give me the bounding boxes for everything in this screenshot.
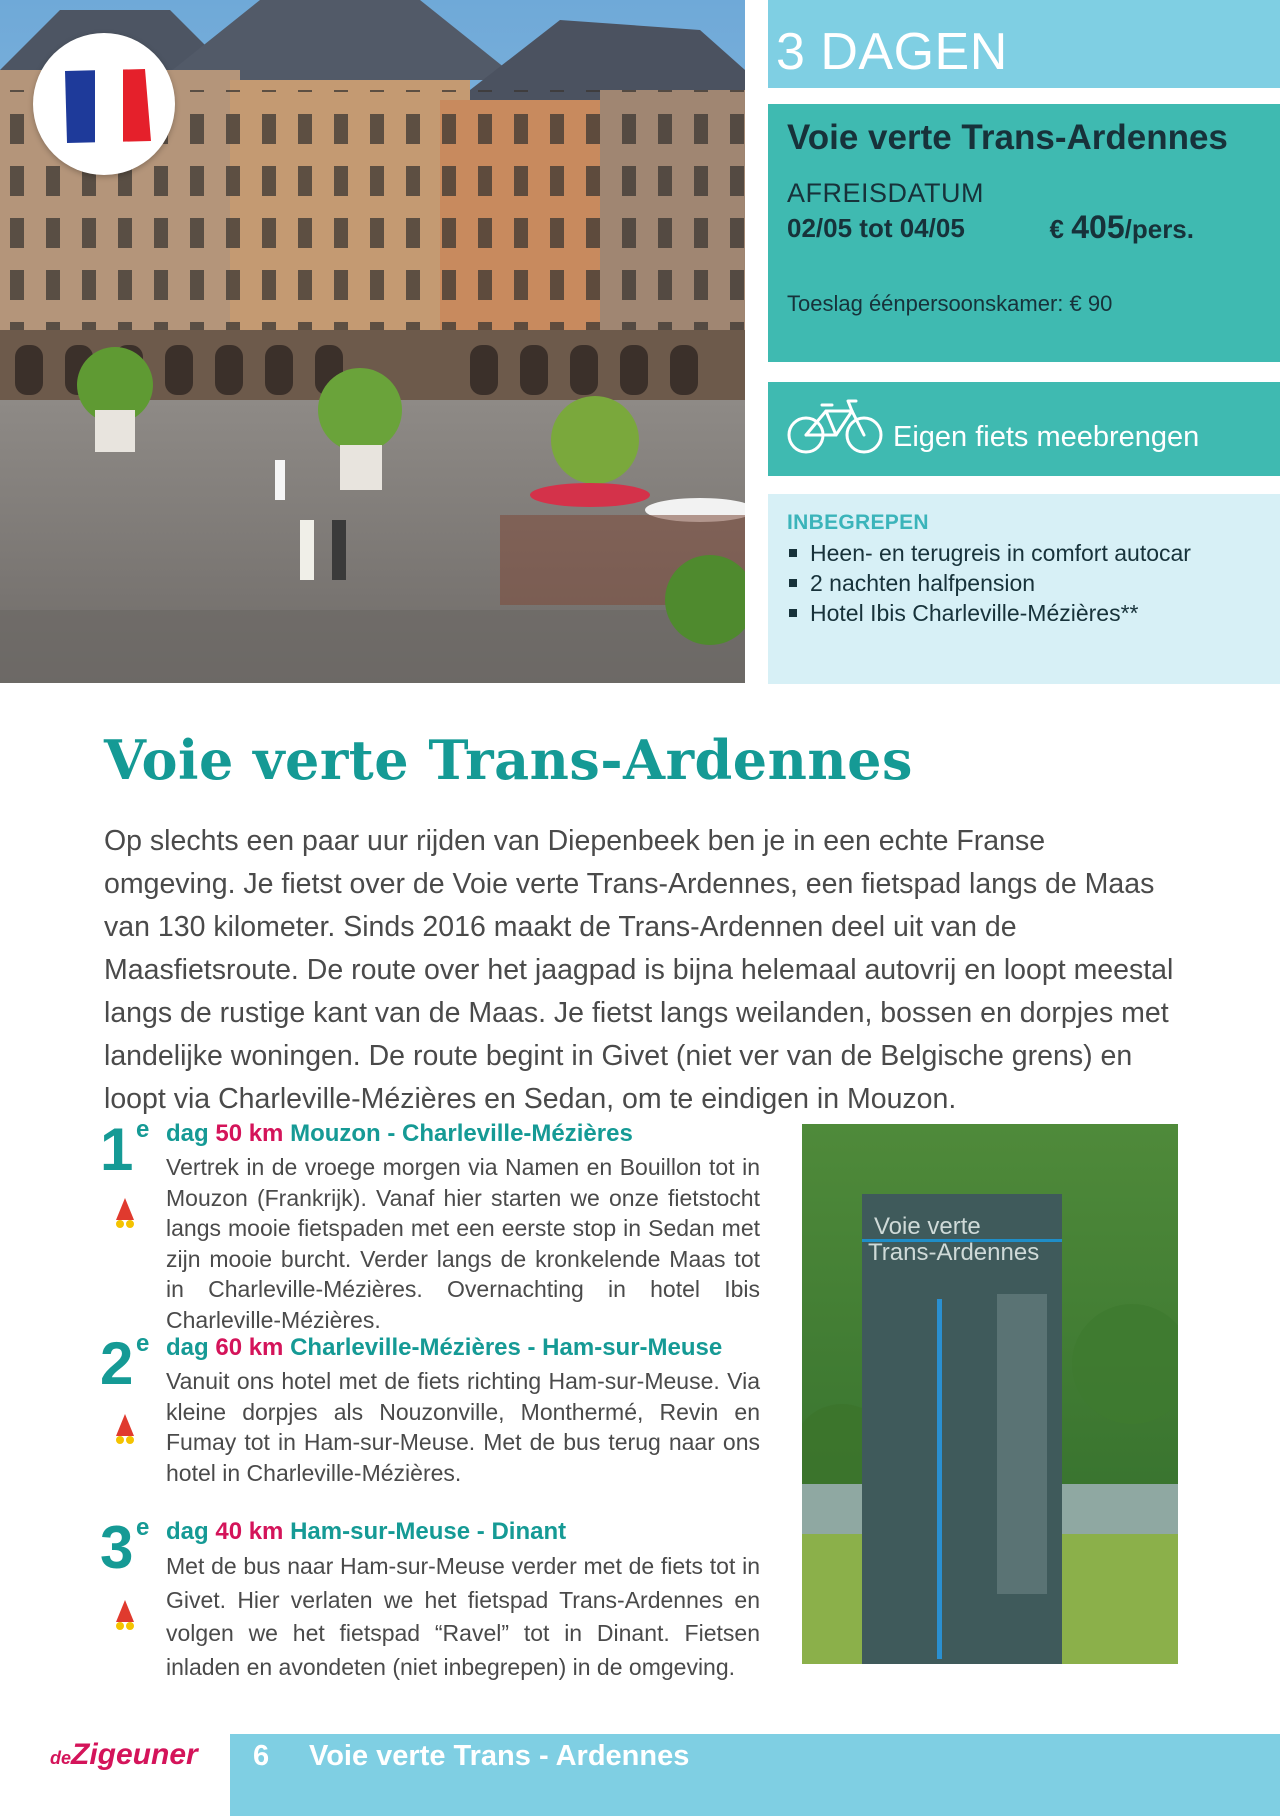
single-room-surcharge: Toeslag éénpersoonskamer: € 90 (787, 291, 1113, 316)
price-value: 405 (1071, 209, 1125, 245)
trail-sign-photo (802, 1124, 1178, 1664)
intro-paragraph: Op slechts een paar uur rijden van Diepenbeek ben je in een echte Franse omgeving. Je fietst over de Voie verte Trans-Ardennes, een fietspad langs de Maas van 130 kilometer. Sinds 2016 maakt de Trans-Ardennen deel uit van de Maasfietsroute. De route over het jaagpad is bijna helemaal autovrij en loopt meestal langs de rustige kant van de Maas. Je fietst langs weilanden, bossen en dorpjes met landelijke woningen. De route begint in Givet (niet ver van de Belgische grens) en loopt via Charleville-Mézières en Sedan, om te eindigen in Mouzon. (104, 825, 1174, 1115)
day-number: 1 (100, 1116, 134, 1183)
day-number: 2 (100, 1330, 134, 1397)
day-word: dag (166, 1120, 209, 1147)
list-item: Heen- en terugreis in comfort autocar (787, 538, 1191, 568)
day-distance: 40 km (215, 1518, 284, 1545)
day-number: 3 (100, 1514, 134, 1581)
french-flag-badge (33, 33, 175, 175)
brand-prefix: de (50, 1748, 72, 1768)
included-list (787, 538, 1191, 628)
brand-logo (50, 1738, 198, 1772)
trip-title: Voie verte Trans-Ardennes (787, 118, 1228, 157)
meal-icon (112, 1598, 138, 1632)
day-description: Met de bus naar Ham-sur-Meuse verder met de fiets tot in Givet. Hier verlaten we het fietspad Trans-Ardennes en volgen we het fietspad “Ravel” tot in Dinant. Fietsen inladen en avondeten (niet inbegrepen) in de omgeving. (166, 1553, 760, 1680)
day-route: Mouzon - Charleville-Mézières (290, 1120, 633, 1147)
divider (768, 88, 1280, 96)
france-flag-icon (33, 33, 175, 175)
meal-icon (112, 1412, 138, 1446)
day-description: Vanuit ons hotel met de fiets richting Ham-sur-Meuse. Via kleine dorpjes als Nouzonville, Monthermé, Revin en Fumay tot in Ham-sur-Meuse. Met de bus terug naar ons hotel in Charleville-Mézières. (166, 1368, 760, 1486)
day-word: dag (166, 1518, 209, 1545)
page-number: 6 (253, 1740, 270, 1772)
list-item: 2 nachten halfpension (787, 568, 1191, 598)
price-currency: € (1049, 214, 1064, 244)
day-distance: 60 km (215, 1334, 284, 1361)
day-distance: 50 km (215, 1120, 284, 1147)
meal-icon (112, 1196, 138, 1230)
departure-label: AFREISDATUM (787, 178, 985, 208)
sign-text-line1: Voie verte (874, 1213, 981, 1240)
included-title: INBEGREPEN (787, 511, 929, 534)
day-word: dag (166, 1334, 209, 1361)
sign-text-line2: Trans-Ardennes (868, 1239, 1040, 1266)
day-suffix: e (136, 1514, 150, 1541)
footer-section-title: Voie verte Trans - Ardennes (309, 1740, 690, 1772)
brand-name: Zigeuner (71, 1738, 198, 1771)
price-per-person (1050, 209, 1194, 246)
list-item: Hotel Ibis Charleville-Mézières** (787, 598, 1191, 628)
departure-dates: 02/05 tot 04/05 (787, 213, 965, 243)
bicycle-icon (786, 397, 884, 457)
day-heading (166, 1334, 722, 1362)
day-route: Ham-sur-Meuse - Dinant (290, 1518, 567, 1545)
day-heading (166, 1518, 566, 1546)
price-unit: /pers. (1124, 214, 1194, 244)
day-suffix: e (136, 1116, 150, 1143)
day-route: Charleville-Mézières - Ham-sur-Meuse (290, 1334, 723, 1361)
bring-own-bike-label: Eigen fiets meebrengen (893, 421, 1200, 453)
day-heading (166, 1120, 633, 1148)
page-title: Voie verte Trans-Ardennes (104, 728, 913, 792)
day-suffix: e (136, 1330, 150, 1357)
day-description: Vertrek in de vroege morgen via Namen en Bouillon tot in Mouzon (Frankrijk). Vanaf hier starten we onze fietstocht langs mooie fietspaden met een eerste stop in Sedan met zijn mooie burcht. Verder langs de kronkelende Maas tot in Charleville-Mézières. Overnachting in hotel Ibis Charleville-Mézières. (166, 1154, 760, 1333)
duration-label: 3 DAGEN (776, 23, 1008, 81)
